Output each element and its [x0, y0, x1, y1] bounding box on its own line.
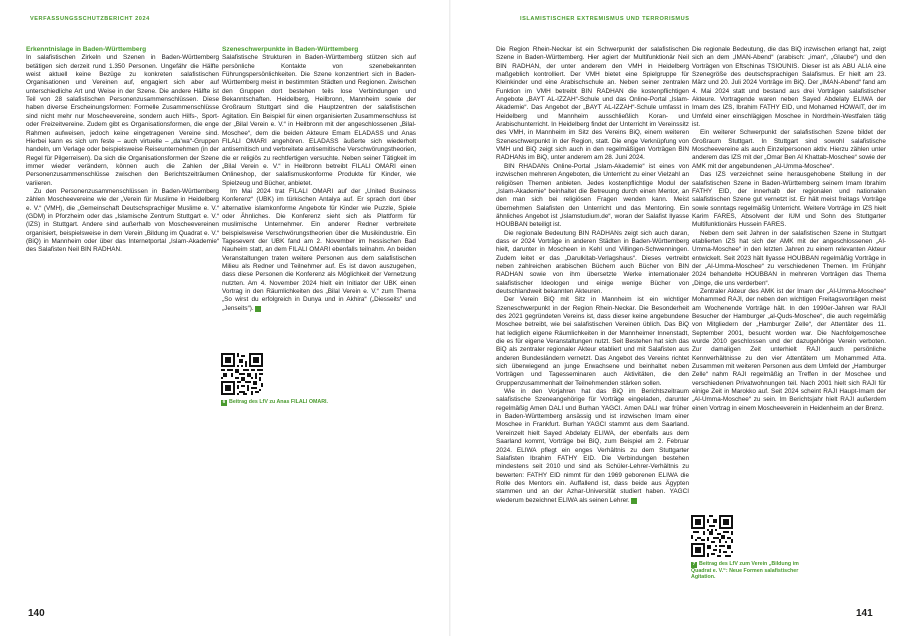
paragraph [496, 388, 689, 505]
paragraph [222, 188, 416, 313]
column-2 [222, 46, 416, 313]
running-head-left: VERFASSUNGSSCHUTZBERICHT 2024 [30, 16, 150, 22]
paragraph: BIN RHADANs Online-Portal „Islam-Akademie“ ist eines von inzwischen mehreren Angeboten, die Unterricht zu einer Vielzahl an religiösen Themen anbieten. Jedes kostenpflichtige Modul der „Islam-Akademie“ beinhaltet die Betreuung durch einen Mentor, an den man sich bei religiösen Fragen wenden kann. Meist übernehmen Salafisten den Unterricht und das Mentoring. Ein ähnliches Angebot ist „Islamstudium.de“, woran der Salafist Ilyasse HOUBBAN beteiligt ist. [496, 162, 689, 229]
paragraph: Neben dem seit Jahren in der salafistischen Szene in Stuttgart etablierten IZS hat sich der AMK mit der angeschlossenen „Al-Umma-Moschee“ in den letzten Jahren zu einem relevanten Akteur entwickelt. Seit 2023 hält Ilyasse HOUBBAN regelmäßig Vorträge in der „Al-Umma-Moschee“ zu verschiedenen Themen. Im Frühjahr 2024 behandelte HOUBBAN in mehreren Vorträgen das Thema „Dinge, die uns verderben“. [692, 229, 886, 287]
page-number-left: 140 [28, 608, 45, 619]
qr-caption-filali-omari [221, 399, 341, 406]
paragraph: Die Region Rhein-Neckar ist ein Schwerpunkt der salafistischen Szene in Baden-Württemberg. Hier agiert der Multifunktionär Neil BIN RADHAN, der unter anderem den VMH in Heidelberg maßgeblich kontrolliert. Der VMH bietet eine Spielgruppe für Kleinkinder und eine Arabischschule an. Neben seiner zentralen Funktion im VMH betreibt BIN RADHAN die kostenpflichtigen Angebote „BAYT AL-IZZAH“-Schule und das Online-Portal „Islam-Akademie“. Das Angebot der „BAYT AL-IZZAH“-Schule umfasst in Heidelberg und Mannheim ausschließlich Koran- und Arabischunterricht. In Heidelberg findet der Unterricht im Vereinssitz des VMH, in Mannheim im Sitz des Vereins BiQ, einem weiteren Szeneschwerpunkt in der Region, statt. Die enge Verknüpfung von VMH und BiQ zeigt sich auch in den regelmäßigen Vorträgen BIN RADHANs im BiQ, unter anderem am 28. Juni 2024. [496, 46, 689, 162]
paragraph: Zentraler Akteur des AMK ist der Imam der „Al-Umma-Moschee“ Mohammed RAJI, der neben den wichtigen Freitagsvorträgen meist am Wochenende Vorträge hält. In den 1990er-Jahren war RAJI Besucher der Hamburger „al-Quds-Moschee“, die auch regelmäßig von Mitgliedern der „Hamburger Zelle“, der Attentäter des 11. September 2001, besucht worden war. Die Nachfolgemoschee wurde 2010 geschlossen und der dazugehörige Verein verboten. Zur damaligen Zeit unterhielt RAJI auch persönliche Kennverhältnisse zu den vier Attentätern um Mohammed Atta. Zusammen mit weiteren Personen aus dem Umfeld der „Hamburger Zelle“ nahm RAJI regelmäßig an Treffen in der Moschee und verschiedenen Privatwohnungen teil. Nach 2001 hielt sich RAJI für einige Zeit in Marokko auf. Seit 2024 scheint RAJI Haupt-Imam der „Al-Umma-Moschee“ zu sein. Im Berichtsjahr hielt RAJI außerdem einen Vortrag in einem Moscheeverein in Heidenheim an der Brenz. [692, 287, 886, 412]
caption-text: Beitrag des LfV zu Anas FILALI OMARI. [229, 399, 328, 405]
qr-code-icon[interactable] [691, 515, 733, 557]
paragraph: Die regionale Bedeutung BIN RADHANs zeigt sich auch daran, dass er 2024 Vorträge in anderen Städten in Baden-Württemberg hielt, darunter in Moscheen in Kehl und Villingen-Schwenningen. Zudem leitet er das „Darulkitab-Verlagshaus“. Dieses vertreibt neben zahlreichen arabischen Büchern auch Bücher von BIN RADHAN sowie von ihm übersetzte Werke internationaler salafistischer Ideologen und einige wenige Bücher von deutschlandweit bekannten Akteuren. [496, 229, 689, 295]
column-4 [692, 46, 886, 413]
qr-caption-biq [691, 561, 803, 581]
section-heading-szeneschwerpunkte: Szeneschwerpunkte in Baden-Württemberg [222, 46, 359, 53]
paragraph-text: Im Mai 2024 trat FILALI OMARI auf der „United Business Konferenz“ (UBK) im türkischen Antalya auf. Er sprach dort über alternative islamkonforme Angebote für Kinder wie Puzzle, Spiele oder Ähnliches. Die Konferenz sieht sich als Plattform für muslimische Unternehmer. Ein anderer Redner verbreitete beispielsweise Verschwörungstheorien über die Musikindustrie. Ein Tagesevent der UBK fand am 2. November im hessischen Bad Nauheim statt, an dem FILALI OMARI ebenfalls teilnahm. An beiden Veranstaltungen traten weitere Personen aus dem salafistischen Milieu als Redner und Teilnehmer auf. Es ist davon auszugehen, dass diese Personen die Konferenz als Möglichkeit der Vernetzung nutzten. Am 4. November 2024 hielt ein Initiator der UBK einen Vortrag in den Räumlichkeiten des „Bilal Verein e. V.“ zum Thema „So wirst du erfolgreich in Dunya und in Akhira“ („Diesseits“ und „Jenseits“). [222, 187, 416, 312]
qr-code-icon[interactable] [221, 353, 263, 395]
paragraph: Der Verein BiQ mit Sitz in Mannheim ist ein wichtiger Szeneschwerpunkt in der Region Rhein-Neckar. Die Besonderheit des 2021 gegründeten Vereins ist, dass dieser keine angebundene Moschee betreibt, wie bei salafistischen Vereinen üblich. Das BiQ hat lediglich eigene Räumlichkeiten in der Mannheimer Innenstadt, die es für eigene Veranstaltungen nutzt. Seit Bestehen hat sich das BiQ als zentraler regionaler Akteur etabliert und mit Salafisten aus anderen Bundesländern vernetzt. Das Angebot des Vereins richtet sich überwiegend an junge Erwachsene und beinhaltet neben Vorträgen und Tagesseminaren auch Aktivitäten, die den Gruppenzusammenhalt der Teilnehmenden stärken sollen. [496, 296, 689, 387]
paragraph-text: Wie in den Vorjahren hat das BiQ im Berichtszeitraum salafistische Szeneangehörige für Vorträge eingeladen, darunter regelmäßig Amen DALI und Burhan YAGCI. Amen DALI war früher in Baden-Württemberg ansässig und ist inzwischen Imam einer Moschee in Frankfurt. Burhan YAGCI stammt aus dem Saarland. Vereinzelt hielt Sayed Abdelaty ELIWA, der ebenfalls aus dem Saarland kommt, Vorträge bei BiQ, zum Beispiel am 2. Februar 2024. ELIWA pflegt ein enges Verhältnis zu dem Stuttgarter Salafisten Ibrahim FATHY EID. Die Verbindungen bestehen mindestens seit 2010 und sind als Schüler-Lehrer-Verhältnis zu bewerten: FATHY EID nimmt für den 1969 geborenen ELIWA die Rolle des Mentors ein. Auffallend ist, dass beide aus Ägypten stammen und an der Azhar-Universität studiert haben. YAGCI wiederum bezeichnet ELIWA als seinen Lehrer. [496, 388, 689, 504]
column-1 [26, 46, 219, 255]
paragraph: In salafistischen Zirkeln und Szenen in Baden-Württemberg betätigen sich derzeit rund 1.350 Personen. Ungefähr die Hälfte weist aktuell keine Bezüge zu konkreten salafistischen Organisationen und Vereinen auf, engagiert sich aber auf unterschiedliche Art und Weise in der Szene. Die andere Hälfte ist Teil von 28 salafistischen Personenzusammenschlüssen. Diese haben diverse Erscheinungsformen: Formelle Zusammenschlüsse sind nicht mehr nur Moscheevereine, sondern auch Hilfs-, Sport- oder Freizeitvereine. Zudem gibt es Organisationsformen, die enge Rahmen aufweisen, jedoch keine eingetragenen Vereine sind. Hierbei kann es sich um feste – auch virtuelle – „da'wa“-Gruppen handeln, um Verlage oder beispielsweise Reiseunternehmen (in der Regel für Pilgerreisen). Da sich die Organisationsformen der Szene immer wieder verändern, können auch die Zahlen der Personenzusammenschlüsse zwischen den Berichtszeiträumen variieren. [26, 54, 219, 187]
caption-text: Beitrag des LfV zum Verein „Bildung im Quadrat e. V.“: Neue Formen salafistischer Agitation. [691, 561, 799, 581]
caption-badge: 7 [692, 562, 696, 567]
caption-badge: 6 [222, 400, 226, 405]
running-head-right: ISLAMISTISCHER EXTREMISMUS UND TERRORISMUS [520, 16, 690, 22]
section-heading-erkenntnislage: Erkenntnislage in Baden-Württemberg [26, 46, 147, 53]
reference-badge[interactable]: 7 [631, 498, 637, 504]
paragraph: Salafistische Strukturen in Baden-Württemberg stützen sich auf persönliche Kontakte von szenebekannten Führungspersönlichkeiten. Die Szene konzentriert sich in Baden-Württemberg meist in bestimmten Städten und Regionen. Zwischen den Gruppen dort bestehen teils lose Verbindungen und Bekanntschaften. Heidelberg, Heilbronn, Mannheim sowie der Großraum Stuttgart sind die Hauptzentren der salafistischen Agitation. Ein Beispiel für einen organisierten Zusammenschluss ist der „Bilal Verein e. V.“ in Heilbronn mit der angeschlossenen „Bilal-Moschee“, dem die beiden Akteure Emam ELADASS und Anas FILALI OMARI angehören. ELADASS äußerte sich wiederholt antisemitisch und verbreitete antisemitische Verschwörungstheorien, die er religiös zu rechtfertigen versuchte. Neben seiner Tätigkeit im „Bilal Verein e. V.“ in Heilbronn betreibt FILALI OMARI einen Onlineshop, der salafismuskonforme Produkte für Kinder, wie Spielzeug und Bücher, anbietet. [222, 54, 416, 187]
paragraph: Ein weiterer Schwerpunkt der salafistischen Szene bildet der Großraum Stuttgart. In Stuttgart sind sowohl salafistische Moscheevereine als auch Einzelpersonen aktiv. Hierzu zählen unter anderem das IZS mit der „Omar Ben Al Khattab-Moschee“ sowie der AMK mit der angebundenen „Al-Umma-Moschee“. [692, 129, 886, 170]
column-3 [496, 46, 689, 505]
paragraph: Das IZS verzeichnet seine herausgehobene Stellung in der salafistischen Szene in Baden-Württemberg seinem Imam Ibrahim FATHY EID, der innerhalb der regionalen und nationalen salafistischen Szene gut vernetzt ist. Er hält meist freitags Vorträge sowie sonntags regelmäßig Unterricht. Weitere Vorträge im IZS hielt Karim FARES, Absolvent der IUM und Sohn des Stuttgarter Multifunktionärs Hussein FARES. [692, 171, 886, 229]
page-number-right: 141 [856, 608, 873, 619]
paragraph: Zu den Personenzusammenschlüssen in Baden-Württemberg zählen Moscheevereine wie der „Verein für Muslime in Heidelberg e. V.“ (VMH), die „Gemeinschaft Deutschsprachiger Muslime e. V.“ (GDM) in Pforzheim oder das „Islamische Zentrum Stuttgart e. V.“ (IZS) in Stuttgart. Andere sind außerhalb von Moscheevereinen organisiert, beispielsweise in dem Verein „Bildung im Quadrat e. V.“ (BiQ) in Mannheim oder über das Internetportal „Islam-Akademie“ des Salafisten Neil BIN RADHAN. [26, 187, 219, 254]
reference-badge[interactable]: 6 [255, 306, 261, 312]
paragraph: Die regionale Bedeutung, die das BiQ inzwischen erlangt hat, zeigt sich an dem „IMAN-Abend“ (arabisch: „iman“, „Glaube“) und den Vorträgen von Eftschinas TSIOUNIS. Dieser ist als ABU ALIA eine Szenegröße des deutschsprachigen Salafismus. Er hielt am 23. März und 20. Juli 2024 Vorträge im BiQ. Der „IMAN-Abend“ fand am 4. Mai 2024 statt und bestand aus drei Vorträgen salafistischer Akteure. Vortragende waren neben Sayed Abdelaty ELIWA der Imam des IZS, Ibrahim FATHY EID, und Mohamed HOWAIT, der im Umfeld einer einschlägigen Moschee in Nordrhein-Westfalen tätig ist. [692, 46, 886, 129]
